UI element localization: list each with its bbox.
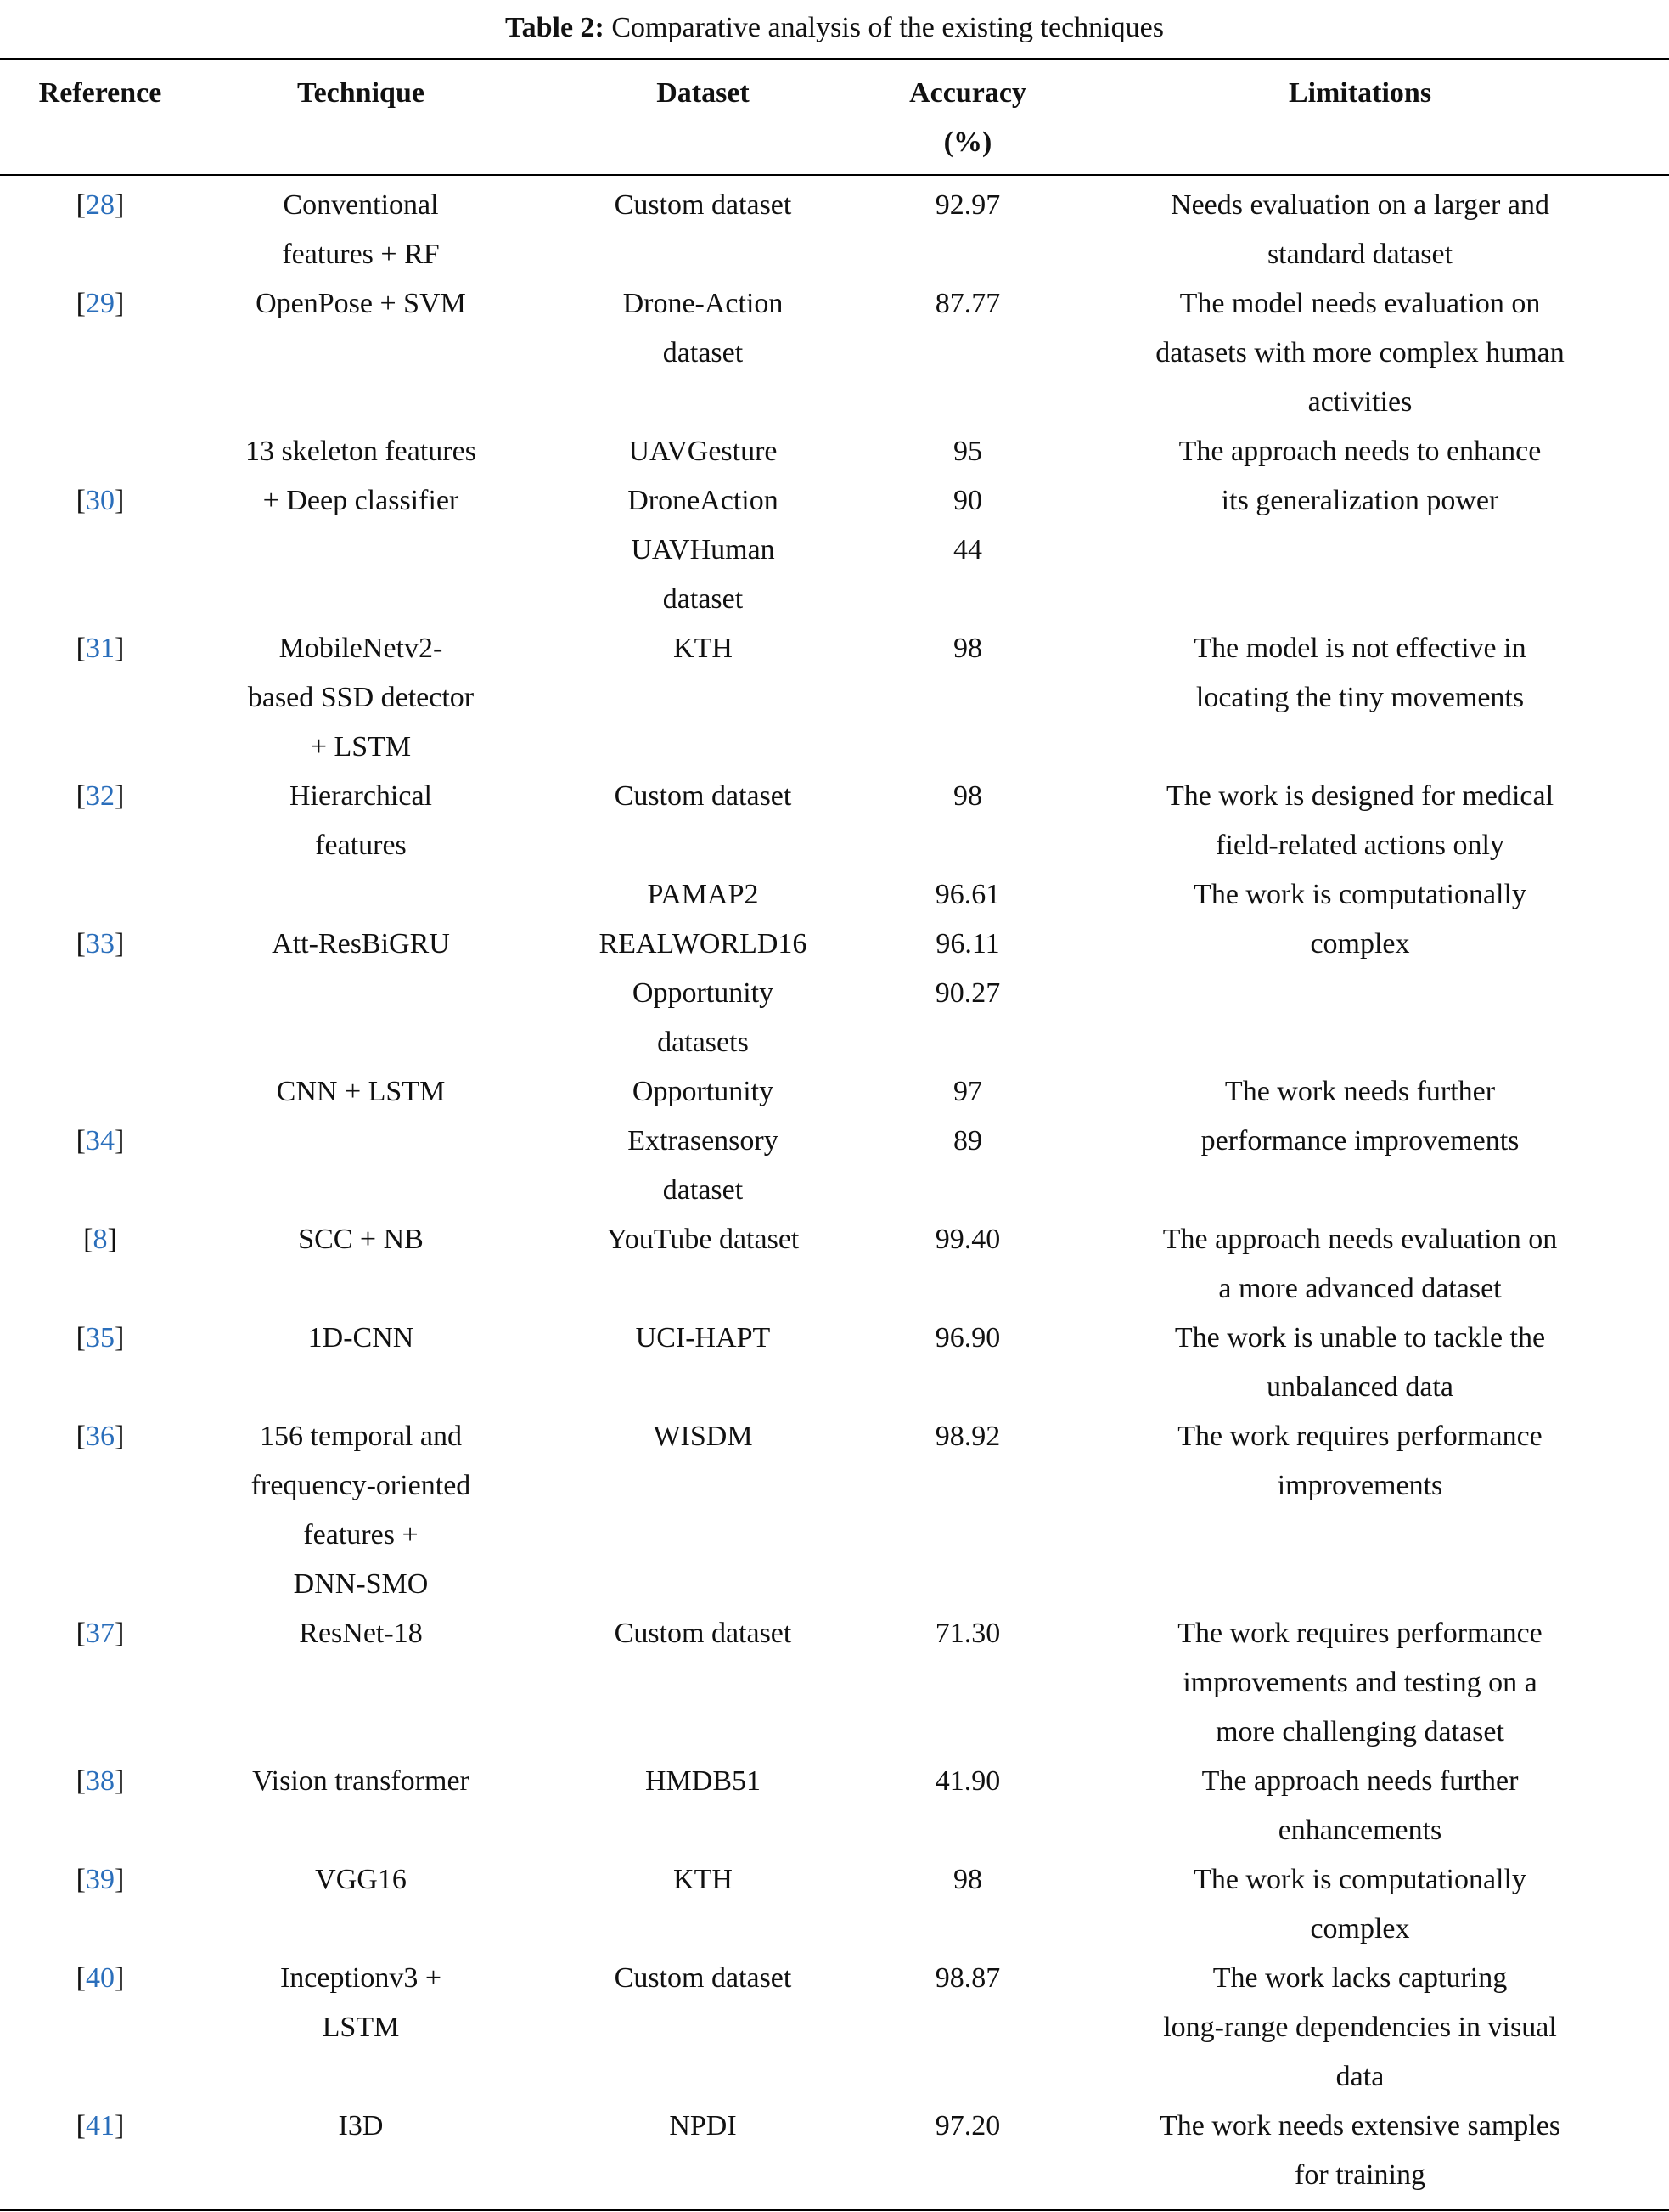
cell-dataset (521, 870, 885, 1067)
cell-accuracy (885, 1215, 1051, 1264)
cell-limitations (1051, 772, 1669, 870)
citation-bracket-close: ] (107, 1224, 117, 1255)
cell-limitations-line: locating the tiny movements (1195, 682, 1525, 713)
cell-dataset (521, 279, 885, 378)
cell-limitations-line: The approach needs evaluation on (1162, 1224, 1558, 1255)
citation-number[interactable]: 36 (86, 1421, 115, 1452)
cell-technique-line: VGG16 (315, 1864, 407, 1895)
table-body (0, 176, 1669, 2209)
cell-dataset-line: Opportunity (632, 977, 774, 1009)
cell-accuracy (885, 1855, 1051, 1905)
column-header-technique (200, 69, 521, 118)
cell-limitations-line: The work requires performance (1177, 1421, 1543, 1452)
citation-number[interactable]: 29 (86, 288, 115, 319)
cell-technique-line: + LSTM (310, 731, 412, 763)
cell-limitations (1051, 1855, 1669, 1954)
cell-limitations-line: standard dataset (1267, 239, 1453, 270)
cell-dataset-line: DroneAction (627, 485, 778, 516)
cell-technique-line: Vision transformer (252, 1765, 469, 1797)
cell-limitations-line: improvements and testing on a (1183, 1667, 1537, 1698)
citation-link[interactable] (0, 1215, 200, 1264)
cell-reference (0, 1609, 200, 1658)
table-row (0, 279, 1669, 427)
table-header-row (0, 60, 1669, 174)
column-header-label: Reference (38, 77, 162, 109)
cell-limitations-line: complex (1310, 928, 1410, 960)
cell-limitations (1051, 1609, 1669, 1757)
cell-technique-line: DNN-SMO (293, 1568, 429, 1600)
cell-limitations-line: field-related actions only (1216, 830, 1504, 861)
citation-bracket-close: ] (115, 633, 125, 664)
cell-reference (0, 1757, 200, 1806)
cell-accuracy-line: 98 (953, 633, 982, 664)
citation-bracket-close: ] (115, 1125, 125, 1157)
cell-limitations-line: complex (1310, 1913, 1410, 1945)
cell-accuracy-line: 44 (953, 534, 982, 566)
table-row (0, 1314, 1669, 1412)
citation-number[interactable]: 8 (93, 1224, 108, 1255)
cell-reference (0, 427, 200, 526)
cell-dataset-line: UAVHuman (631, 534, 775, 566)
table-caption-text: Comparative analysis of the existing techniques (611, 12, 1164, 43)
citation-number[interactable]: 35 (86, 1322, 115, 1354)
cell-limitations-line: The approach needs to enhance (1178, 436, 1542, 467)
table-caption (0, 7, 1669, 49)
citation-link[interactable] (0, 1954, 200, 2003)
cell-technique (200, 870, 521, 969)
cell-reference (0, 870, 200, 969)
cell-reference (0, 1314, 200, 1363)
cell-accuracy-line: 41.90 (935, 1765, 1001, 1797)
citation-link[interactable] (0, 2102, 200, 2151)
column-header-label: Dataset (656, 77, 750, 109)
cell-accuracy-line: 98.92 (935, 1421, 1001, 1452)
cell-limitations (1051, 1757, 1669, 1855)
citation-number[interactable]: 34 (86, 1125, 115, 1157)
cell-accuracy (885, 1757, 1051, 1806)
cell-limitations-line: The model is not effective in (1194, 633, 1526, 664)
cell-dataset (521, 624, 885, 673)
table-row (0, 1412, 1669, 1609)
cell-dataset-line: Custom dataset (614, 1618, 792, 1649)
table-row (0, 427, 1669, 624)
cell-limitations (1051, 181, 1669, 279)
cell-dataset-line: UAVGesture (628, 436, 778, 467)
table-row (0, 1609, 1669, 1757)
cell-dataset (521, 1314, 885, 1363)
cell-accuracy-line: 90.27 (935, 977, 1001, 1009)
cell-technique (200, 2102, 521, 2151)
column-header-label: Technique (297, 77, 424, 109)
cell-limitations-line: activities (1307, 386, 1413, 418)
cell-reference (0, 1954, 200, 2003)
cell-accuracy-line: 96.90 (935, 1322, 1001, 1354)
cell-reference (0, 279, 200, 329)
citation-link[interactable] (0, 1314, 200, 1363)
citation-bracket-close: ] (115, 1322, 125, 1354)
cell-technique-line: based SSD detector (247, 682, 475, 713)
cell-technique-line: features (315, 830, 407, 861)
citation-link[interactable] (0, 1757, 200, 1806)
citation-bracket-close: ] (115, 1864, 125, 1895)
cell-technique (200, 279, 521, 329)
cell-dataset-line: PAMAP2 (647, 879, 759, 910)
cell-technique-line: frequency-oriented (250, 1470, 471, 1501)
cell-technique-line: SCC + NB (298, 1224, 424, 1255)
citation-bracket-open: [ (76, 928, 86, 960)
cell-limitations (1051, 427, 1669, 526)
cell-accuracy (885, 1954, 1051, 2003)
citation-bracket-open: [ (76, 1962, 86, 1994)
column-header-limitations (1051, 69, 1669, 118)
cell-reference (0, 2102, 200, 2151)
cell-technique (200, 1757, 521, 1806)
table-row (0, 870, 1669, 1067)
cell-technique-line: MobileNetv2- (278, 633, 443, 664)
citation-number[interactable]: 28 (86, 189, 115, 221)
cell-dataset (521, 1757, 885, 1806)
cell-limitations (1051, 1067, 1669, 1166)
cell-limitations-line: The work lacks capturing (1212, 1962, 1508, 1994)
citation-number[interactable]: 33 (86, 928, 115, 960)
cell-limitations-line: performance improvements (1200, 1125, 1520, 1157)
cell-accuracy-line: 99.40 (935, 1224, 1001, 1255)
cell-accuracy (885, 870, 1051, 1018)
table-row (0, 624, 1669, 772)
citation-bracket-open: [ (76, 1421, 86, 1452)
citation-bracket-open: [ (76, 1618, 86, 1649)
citation-bracket-close: ] (115, 1765, 125, 1797)
citation-number[interactable]: 30 (86, 485, 115, 516)
table-row (0, 1855, 1669, 1954)
cell-dataset-line: HMDB51 (644, 1765, 761, 1797)
citation-bracket-close: ] (115, 1962, 125, 1994)
citation-link[interactable] (0, 1855, 200, 1905)
cell-reference (0, 1067, 200, 1166)
cell-accuracy-line: 96.61 (935, 879, 1001, 910)
citation-bracket-close: ] (115, 780, 125, 812)
cell-accuracy (885, 1314, 1051, 1363)
cell-limitations-line: The work needs further (1224, 1076, 1496, 1107)
cell-limitations (1051, 870, 1669, 969)
cell-technique-line: 156 temporal and (260, 1421, 462, 1452)
cell-technique-line: Conventional (283, 189, 439, 221)
cell-accuracy (885, 772, 1051, 821)
cell-reference (0, 624, 200, 673)
cell-accuracy-line: 89 (953, 1125, 982, 1157)
cell-dataset-line: dataset (662, 337, 744, 369)
cell-dataset-line: WISDM (653, 1421, 753, 1452)
cell-technique (200, 1215, 521, 1264)
cell-accuracy-line: 71.30 (935, 1618, 1001, 1649)
cell-technique-line: OpenPose + SVM (256, 288, 466, 319)
cell-limitations-line: improvements (1277, 1470, 1443, 1501)
cell-dataset (521, 1215, 885, 1264)
cell-dataset-line: Extrasensory (627, 1125, 778, 1157)
cell-accuracy-line: 90 (953, 485, 982, 516)
citation-link[interactable] (0, 1412, 200, 1461)
cell-accuracy (885, 1412, 1051, 1461)
column-header-dataset (521, 69, 885, 118)
cell-dataset-line: KTH (673, 633, 733, 664)
cell-accuracy (885, 2102, 1051, 2151)
column-header-label: Accuracy (909, 77, 1026, 109)
cell-dataset (521, 1067, 885, 1215)
cell-accuracy (885, 181, 1051, 230)
cell-technique-line: 13 skeleton features (245, 436, 476, 467)
cell-technique-line: features + RF (282, 239, 440, 270)
cell-technique (200, 1609, 521, 1658)
cell-dataset-line: Opportunity (632, 1076, 774, 1107)
cell-limitations-line: The work is computationally (1194, 1864, 1526, 1895)
cell-dataset (521, 427, 885, 624)
cell-dataset-line: KTH (673, 1864, 733, 1895)
citation-bracket-close: ] (115, 1421, 125, 1452)
citation-bracket-close: ] (115, 288, 125, 319)
cell-dataset (521, 2102, 885, 2151)
table-row (0, 2102, 1669, 2200)
cell-limitations-line: The work is computationally (1194, 879, 1526, 910)
cell-limitations (1051, 624, 1669, 723)
cell-limitations-line: Needs evaluation on a larger and (1171, 189, 1549, 221)
cell-dataset-line: REALWORLD16 (598, 928, 807, 960)
cell-accuracy-line: 95 (953, 436, 982, 467)
table-row (0, 1215, 1669, 1314)
cell-technique-line: features + (303, 1519, 419, 1551)
citation-bracket-close: ] (115, 2110, 125, 2142)
cell-limitations-line: The work needs extensive samples (1159, 2110, 1561, 2142)
citation-link[interactable] (0, 279, 200, 329)
cell-accuracy (885, 1609, 1051, 1658)
cell-limitations-line: its generalization power (1221, 485, 1499, 516)
citation-number[interactable]: 37 (86, 1618, 115, 1649)
cell-accuracy-line: 92.97 (935, 189, 1001, 221)
citation-number[interactable]: 39 (86, 1864, 115, 1895)
cell-accuracy-line: 97.20 (935, 2110, 1001, 2142)
cell-dataset-line: UCI-HAPT (635, 1322, 771, 1354)
column-header-accuracy (885, 69, 1051, 167)
cell-accuracy-line: 97 (953, 1076, 982, 1107)
citation-link[interactable] (0, 920, 200, 969)
cell-technique (200, 1954, 521, 2052)
cell-technique (200, 772, 521, 870)
citation-bracket-open: [ (76, 1765, 86, 1797)
citation-bracket-open: [ (76, 189, 86, 221)
citation-number[interactable]: 40 (86, 1962, 115, 1994)
cell-reference (0, 181, 200, 230)
bottom-rule (0, 2209, 1669, 2211)
cell-dataset-line: Custom dataset (614, 780, 792, 812)
citation-bracket-open: [ (76, 780, 86, 812)
cell-technique-line: Att-ResBiGRU (272, 928, 450, 960)
citation-bracket-open: [ (76, 2110, 86, 2142)
cell-dataset (521, 772, 885, 821)
cell-accuracy-line: 98 (953, 780, 982, 812)
cell-limitations-line: The model needs evaluation on (1179, 288, 1541, 319)
cell-limitations-line: The work is designed for medical (1166, 780, 1554, 812)
citation-link[interactable] (0, 476, 200, 526)
cell-accuracy-line: 87.77 (935, 288, 1001, 319)
citation-link[interactable] (0, 772, 200, 821)
cell-technique-line: I3D (338, 2110, 384, 2142)
cell-dataset-line: Custom dataset (614, 1962, 792, 1994)
cell-accuracy (885, 427, 1051, 575)
cell-limitations-line: data (1335, 2061, 1385, 2092)
cell-technique (200, 1412, 521, 1609)
cell-limitations-line: The approach needs further (1201, 1765, 1519, 1797)
cell-technique (200, 624, 521, 772)
cell-technique (200, 181, 521, 279)
cell-technique-line: CNN + LSTM (276, 1076, 446, 1107)
cell-limitations-line: unbalanced data (1267, 1371, 1453, 1403)
cell-limitations (1051, 1314, 1669, 1412)
cell-limitations-line: a more advanced dataset (1218, 1273, 1502, 1304)
citation-number[interactable]: 41 (86, 2110, 115, 2142)
cell-dataset (521, 1609, 885, 1658)
cell-limitations-line: enhancements (1278, 1815, 1442, 1846)
citation-bracket-close: ] (115, 189, 125, 221)
citation-bracket-open: [ (76, 485, 86, 516)
cell-limitations-line: datasets with more complex human (1155, 337, 1565, 369)
citation-bracket-open: [ (76, 633, 86, 664)
cell-dataset-line: dataset (662, 1174, 744, 1206)
cell-technique (200, 427, 521, 526)
cell-technique (200, 1314, 521, 1363)
cell-dataset-line: NPDI (669, 2110, 737, 2142)
citation-number[interactable]: 31 (86, 633, 115, 664)
cell-reference (0, 1855, 200, 1905)
citation-link[interactable] (0, 1117, 200, 1166)
cell-technique-line: Inceptionv3 + (279, 1962, 442, 1994)
citation-link[interactable] (0, 1609, 200, 1658)
citation-bracket-open: [ (83, 1224, 93, 1255)
citation-bracket-open: [ (76, 1864, 86, 1895)
table-row (0, 772, 1669, 870)
cell-technique-line: Hierarchical (289, 780, 432, 812)
cell-limitations-line: The work is unable to tackle the (1174, 1322, 1546, 1354)
table-row (0, 1757, 1669, 1855)
cell-limitations (1051, 1412, 1669, 1511)
cell-dataset (521, 181, 885, 230)
citation-bracket-close: ] (115, 1618, 125, 1649)
cell-limitations-line: for training (1295, 2159, 1425, 2191)
table-row (0, 1954, 1669, 2102)
cell-limitations (1051, 1215, 1669, 1314)
cell-limitations (1051, 1954, 1669, 2102)
cell-reference (0, 772, 200, 821)
cell-limitations-line: long-range dependencies in visual (1163, 2012, 1557, 2043)
cell-accuracy (885, 624, 1051, 673)
citation-bracket-close: ] (115, 928, 125, 960)
cell-dataset (521, 1412, 885, 1461)
citation-bracket-open: [ (76, 288, 86, 319)
table-caption-label: Table 2: (505, 12, 604, 43)
cell-limitations (1051, 2102, 1669, 2200)
cell-accuracy-line: 98.87 (935, 1962, 1001, 1994)
citation-number[interactable]: 32 (86, 780, 115, 812)
cell-technique-line: 1D-CNN (307, 1322, 414, 1354)
cell-technique-line: + Deep classifier (262, 485, 459, 516)
cell-limitations-line: The work requires performance (1177, 1618, 1543, 1649)
cell-reference (0, 1412, 200, 1461)
cell-reference (0, 1215, 200, 1264)
cell-dataset-line: dataset (662, 583, 744, 615)
cell-accuracy-line: 96.11 (936, 928, 1000, 960)
cell-dataset (521, 1855, 885, 1905)
cell-technique-line: ResNet-18 (299, 1618, 423, 1649)
cell-dataset-line: datasets (657, 1027, 749, 1058)
cell-limitations-line: more challenging dataset (1216, 1716, 1504, 1748)
column-header-label: Limitations (1288, 77, 1432, 109)
cell-limitations (1051, 279, 1669, 427)
cell-dataset-line: Drone-Action (622, 288, 784, 319)
table-row (0, 1067, 1669, 1215)
cell-dataset (521, 1954, 885, 2003)
cell-accuracy-line: 98 (953, 1864, 982, 1895)
citation-bracket-open: [ (76, 1125, 86, 1157)
citation-link[interactable] (0, 624, 200, 673)
cell-accuracy (885, 279, 1051, 329)
cell-technique (200, 1067, 521, 1117)
table-row (0, 181, 1669, 279)
citation-link[interactable] (0, 181, 200, 230)
cell-technique (200, 1855, 521, 1905)
citation-number[interactable]: 38 (86, 1765, 115, 1797)
cell-technique-line: LSTM (322, 2012, 400, 2043)
cell-accuracy (885, 1067, 1051, 1166)
cell-dataset-line: YouTube dataset (606, 1224, 800, 1255)
column-header-label: (%) (943, 127, 992, 158)
column-header-reference (0, 69, 200, 118)
citation-bracket-close: ] (115, 485, 125, 516)
cell-dataset-line: Custom dataset (614, 189, 792, 221)
citation-bracket-open: [ (76, 1322, 86, 1354)
